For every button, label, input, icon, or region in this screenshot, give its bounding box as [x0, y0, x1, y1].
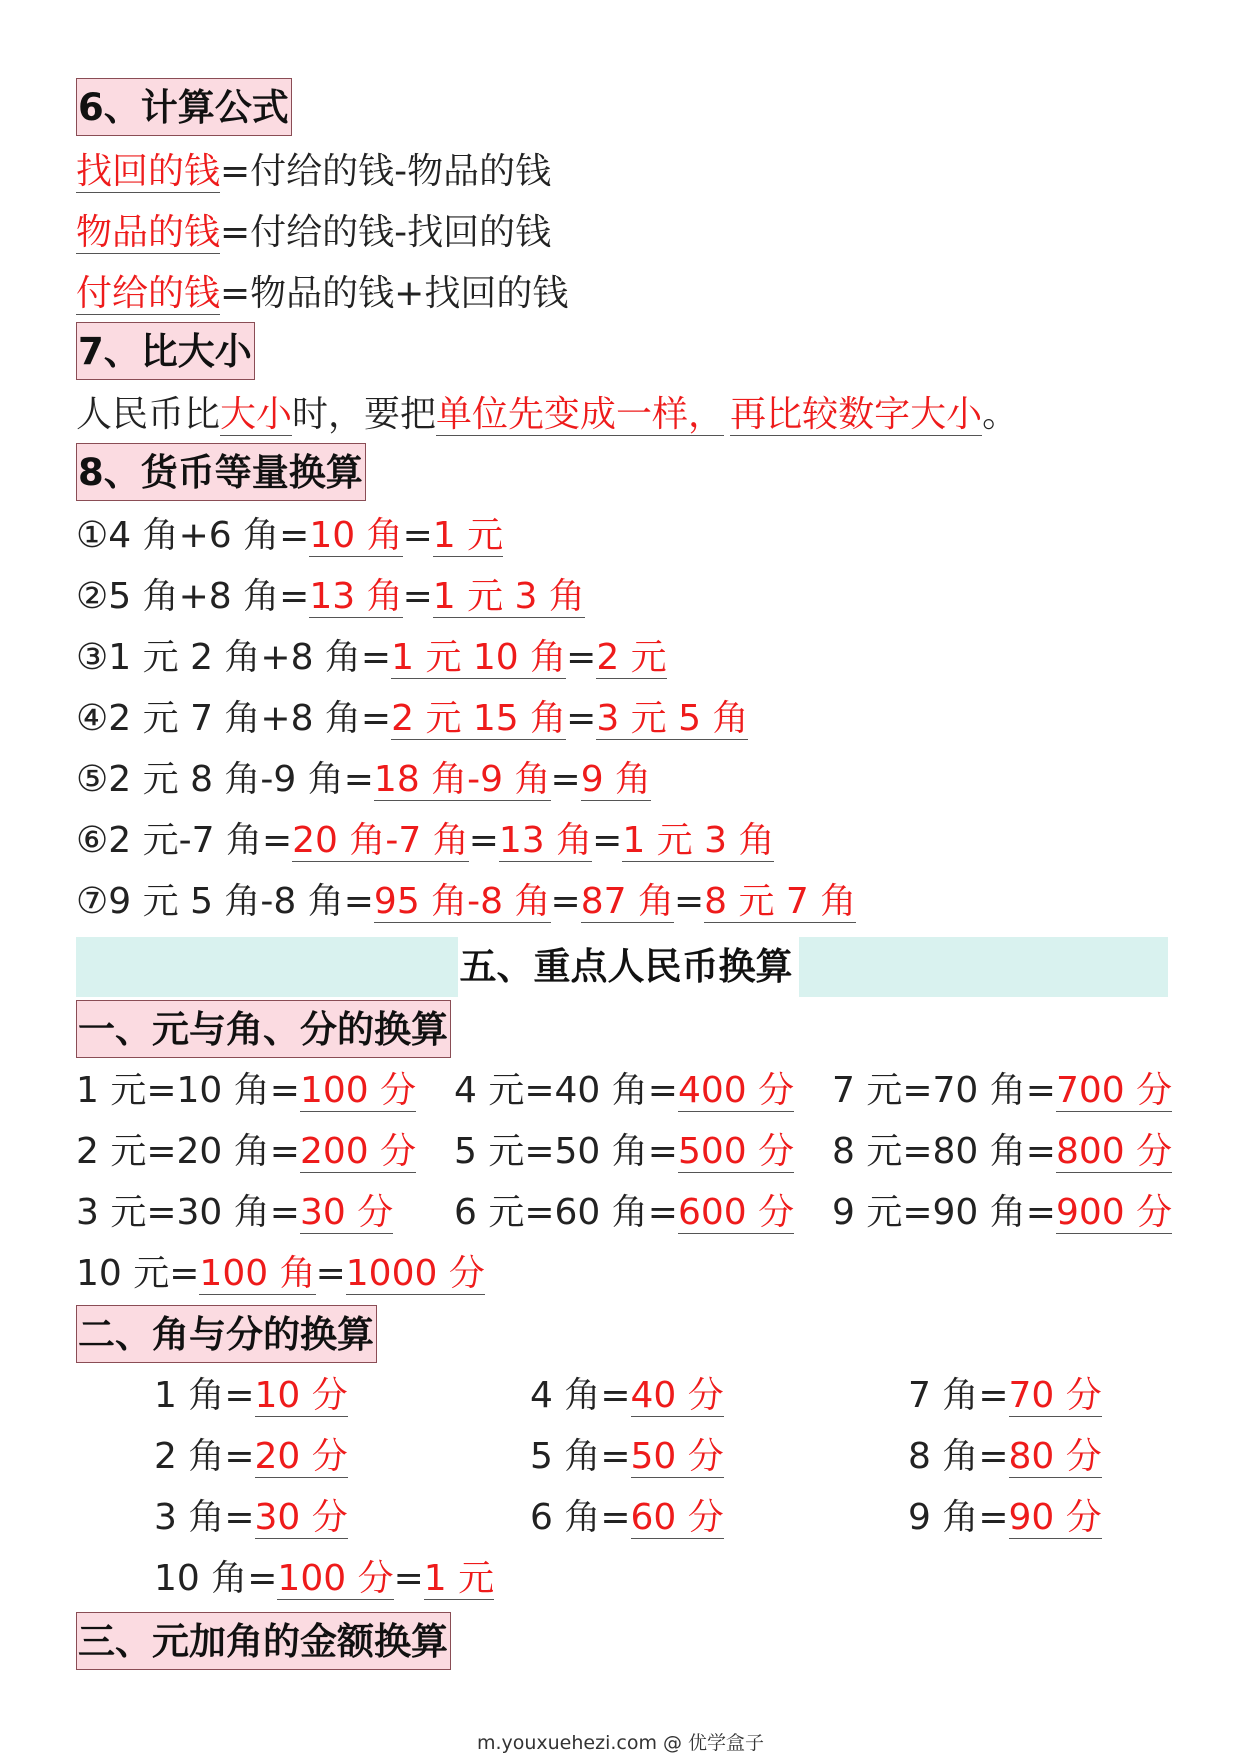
chapter-banner [76, 937, 1168, 997]
conversion-answer: 100 分 [277, 1558, 394, 1599]
section-heading: 8、货币等量换算 [76, 443, 366, 501]
conversion-answer: 40 分 [630, 1375, 724, 1416]
conversion-answer: 20 分 [254, 1436, 348, 1477]
part-1-heading-line [76, 1000, 451, 1060]
exchange-row [76, 567, 585, 627]
conversion-row [0, 1122, 1241, 1182]
conversion-item [908, 1366, 1102, 1426]
formula-line [76, 264, 568, 324]
equals-sign: = [550, 759, 581, 800]
conversion-question: 4 角= [530, 1375, 631, 1416]
exchange-question: ⑦9 元 5 角-8 角= [76, 881, 374, 922]
conversion-question: 9 元=90 角= [832, 1192, 1056, 1233]
formula-line [76, 203, 551, 263]
section-heading: 一、元与角、分的换算 [76, 1000, 451, 1058]
exchange-row [76, 811, 774, 871]
rule-answer: 单位先变成一样， [436, 394, 725, 435]
conversion-item [76, 1183, 393, 1243]
conversion-row [0, 1183, 1241, 1243]
conversion-question: 1 元=10 角= [76, 1070, 300, 1111]
equals-sign: = [468, 820, 499, 861]
conversion-question: 10 角= [154, 1558, 278, 1599]
conversion-item [832, 1061, 1172, 1121]
conversion-answer: 30 分 [254, 1497, 348, 1538]
conversion-answer: 60 分 [630, 1497, 724, 1538]
conversion-answer: 50 分 [630, 1436, 724, 1477]
part-3-heading-line [76, 1612, 451, 1672]
exchange-answer: 1 元 3 角 [432, 576, 585, 617]
conversion-question: 4 元=40 角= [454, 1070, 678, 1111]
exchange-answer: 10 角 [309, 515, 403, 556]
exchange-question: ③1 元 2 角+8 角= [76, 637, 392, 678]
conversion-question: 5 元=50 角= [454, 1131, 678, 1172]
conversion-item [76, 1122, 416, 1182]
conversion-row [0, 1061, 1241, 1121]
exchange-answer: 13 角 [309, 576, 403, 617]
conversion-item [154, 1366, 348, 1426]
exchange-answer: 95 角-8 角 [373, 881, 551, 922]
exchange-row [76, 750, 651, 810]
conversion-question: 8 元=80 角= [832, 1131, 1056, 1172]
compare-rule-line [76, 385, 1018, 445]
conversion-question: 1 角= [154, 1375, 255, 1416]
exchange-answer: 2 元 [596, 637, 667, 678]
conversion-question: 2 角= [154, 1436, 255, 1477]
conversion-answer: 1000 分 [345, 1253, 485, 1294]
conversion-item [76, 1061, 416, 1121]
rule-text: 时，要把 [292, 394, 437, 435]
equals-sign: = [393, 1558, 424, 1599]
conversion-item [154, 1427, 348, 1487]
conversion-item [454, 1183, 794, 1243]
exchange-answer: 8 元 7 角 [704, 881, 857, 922]
exchange-row [76, 872, 856, 932]
footer-watermark: m.youxuehezi.com @ 优学盒子 [476, 1732, 765, 1754]
formula-line [76, 142, 551, 202]
exchange-answer: 3 元 5 角 [596, 698, 749, 739]
conversion-question: 3 角= [154, 1497, 255, 1538]
exchange-answer: 1 元 3 角 [622, 820, 775, 861]
conversion-row [0, 1366, 1241, 1426]
conversion-question: 5 角= [530, 1436, 631, 1477]
chapter-title: 五、重点人民币换算 [458, 937, 799, 997]
conversion-question: 6 角= [530, 1497, 631, 1538]
exchange-answer: 20 角-7 角 [292, 820, 469, 861]
conversion-row [76, 1244, 485, 1304]
conversion-answer: 1 元 [423, 1558, 495, 1599]
rule-text: 人民币比 [76, 394, 221, 435]
conversion-answer: 100 分 [299, 1070, 417, 1111]
equals-sign: = [592, 820, 623, 861]
conversion-item [908, 1488, 1102, 1548]
conversion-answer: 700 分 [1055, 1070, 1173, 1111]
exchange-question: ⑥2 元-7 角= [76, 820, 293, 861]
conversion-row [0, 1427, 1241, 1487]
conversion-item [530, 1427, 724, 1487]
conversion-question: 8 角= [908, 1436, 1009, 1477]
section-heading: 二、角与分的换算 [76, 1305, 377, 1363]
conversion-row [154, 1549, 494, 1609]
equals-sign: = [315, 1253, 346, 1294]
conversion-item [530, 1488, 724, 1548]
conversion-answer: 90 分 [1008, 1497, 1102, 1538]
exchange-question: ②5 角+8 角= [76, 576, 310, 617]
conversion-question: 9 角= [908, 1497, 1009, 1538]
conversion-answer: 10 分 [254, 1375, 348, 1416]
exchange-answer: 9 角 [580, 759, 652, 800]
rule-answer: 大小 [220, 394, 293, 435]
conversion-item [454, 1061, 794, 1121]
equals-sign: = [402, 515, 433, 556]
conversion-item [832, 1122, 1172, 1182]
section-heading: 三、元加角的金额换算 [76, 1612, 451, 1670]
conversion-answer: 600 分 [677, 1192, 795, 1233]
conversion-answer: 900 分 [1055, 1192, 1173, 1233]
formula-term: 付给的钱 [76, 273, 221, 314]
conversion-question: 7 角= [908, 1375, 1009, 1416]
equals-sign: = [550, 881, 581, 922]
conversion-item [908, 1427, 1102, 1487]
conversion-question: 3 元=30 角= [76, 1192, 300, 1233]
exchange-question: ④2 元 7 角+8 角= [76, 698, 392, 739]
conversion-item [154, 1488, 348, 1548]
equals-sign: = [566, 637, 597, 678]
exchange-row [76, 506, 503, 566]
conversion-question: 10 元= [76, 1253, 200, 1294]
exchange-answer: 1 元 [432, 515, 504, 556]
section-heading: 7、比大小 [76, 322, 255, 380]
conversion-item [454, 1122, 794, 1182]
conversion-answer: 30 分 [299, 1192, 394, 1233]
equals-sign: = [673, 881, 705, 922]
section-heading: 6、计算公式 [76, 78, 292, 136]
exchange-answer: 13 角 [498, 820, 593, 861]
exchange-question: ①4 角+6 角= [76, 515, 310, 556]
conversion-item [832, 1183, 1172, 1243]
formula-rest: =付给的钱-物品的钱 [220, 151, 552, 192]
conversion-answer: 400 分 [677, 1070, 795, 1111]
formula-rest: =付给的钱-找回的钱 [220, 212, 552, 253]
conversion-question: 2 元=20 角= [76, 1131, 300, 1172]
part-2-heading-line [76, 1305, 377, 1365]
exchange-question: ⑤2 元 8 角-9 角= [76, 759, 374, 800]
section-8-heading-line [76, 443, 366, 503]
formula-term: 物品的钱 [76, 212, 221, 253]
equals-sign: = [566, 698, 597, 739]
exchange-row [76, 628, 667, 688]
exchange-row [76, 689, 748, 749]
conversion-answer: 70 分 [1008, 1375, 1102, 1416]
conversion-answer: 80 分 [1008, 1436, 1102, 1477]
conversion-answer: 200 分 [299, 1131, 417, 1172]
conversion-answer: 500 分 [677, 1131, 795, 1172]
formula-rest: =物品的钱+找回的钱 [220, 273, 569, 314]
conversion-answer: 800 分 [1055, 1131, 1173, 1172]
section-6-heading-line [76, 78, 292, 138]
section-7-heading-line [76, 322, 255, 382]
rule-answer: 再比较数字大小 [730, 394, 983, 435]
exchange-answer: 87 角 [580, 881, 674, 922]
conversion-item [530, 1366, 724, 1426]
exchange-answer: 2 元 15 角 [391, 698, 567, 739]
conversion-question: 7 元=70 角= [832, 1070, 1056, 1111]
rule-text: 。 [982, 394, 1019, 435]
exchange-answer: 1 元 10 角 [391, 637, 567, 678]
exchange-answer: 18 角-9 角 [373, 759, 551, 800]
conversion-row [0, 1488, 1241, 1548]
equals-sign: = [402, 576, 433, 617]
formula-term: 找回的钱 [76, 151, 221, 192]
conversion-answer: 100 角 [199, 1253, 316, 1294]
conversion-question: 6 元=60 角= [454, 1192, 678, 1233]
